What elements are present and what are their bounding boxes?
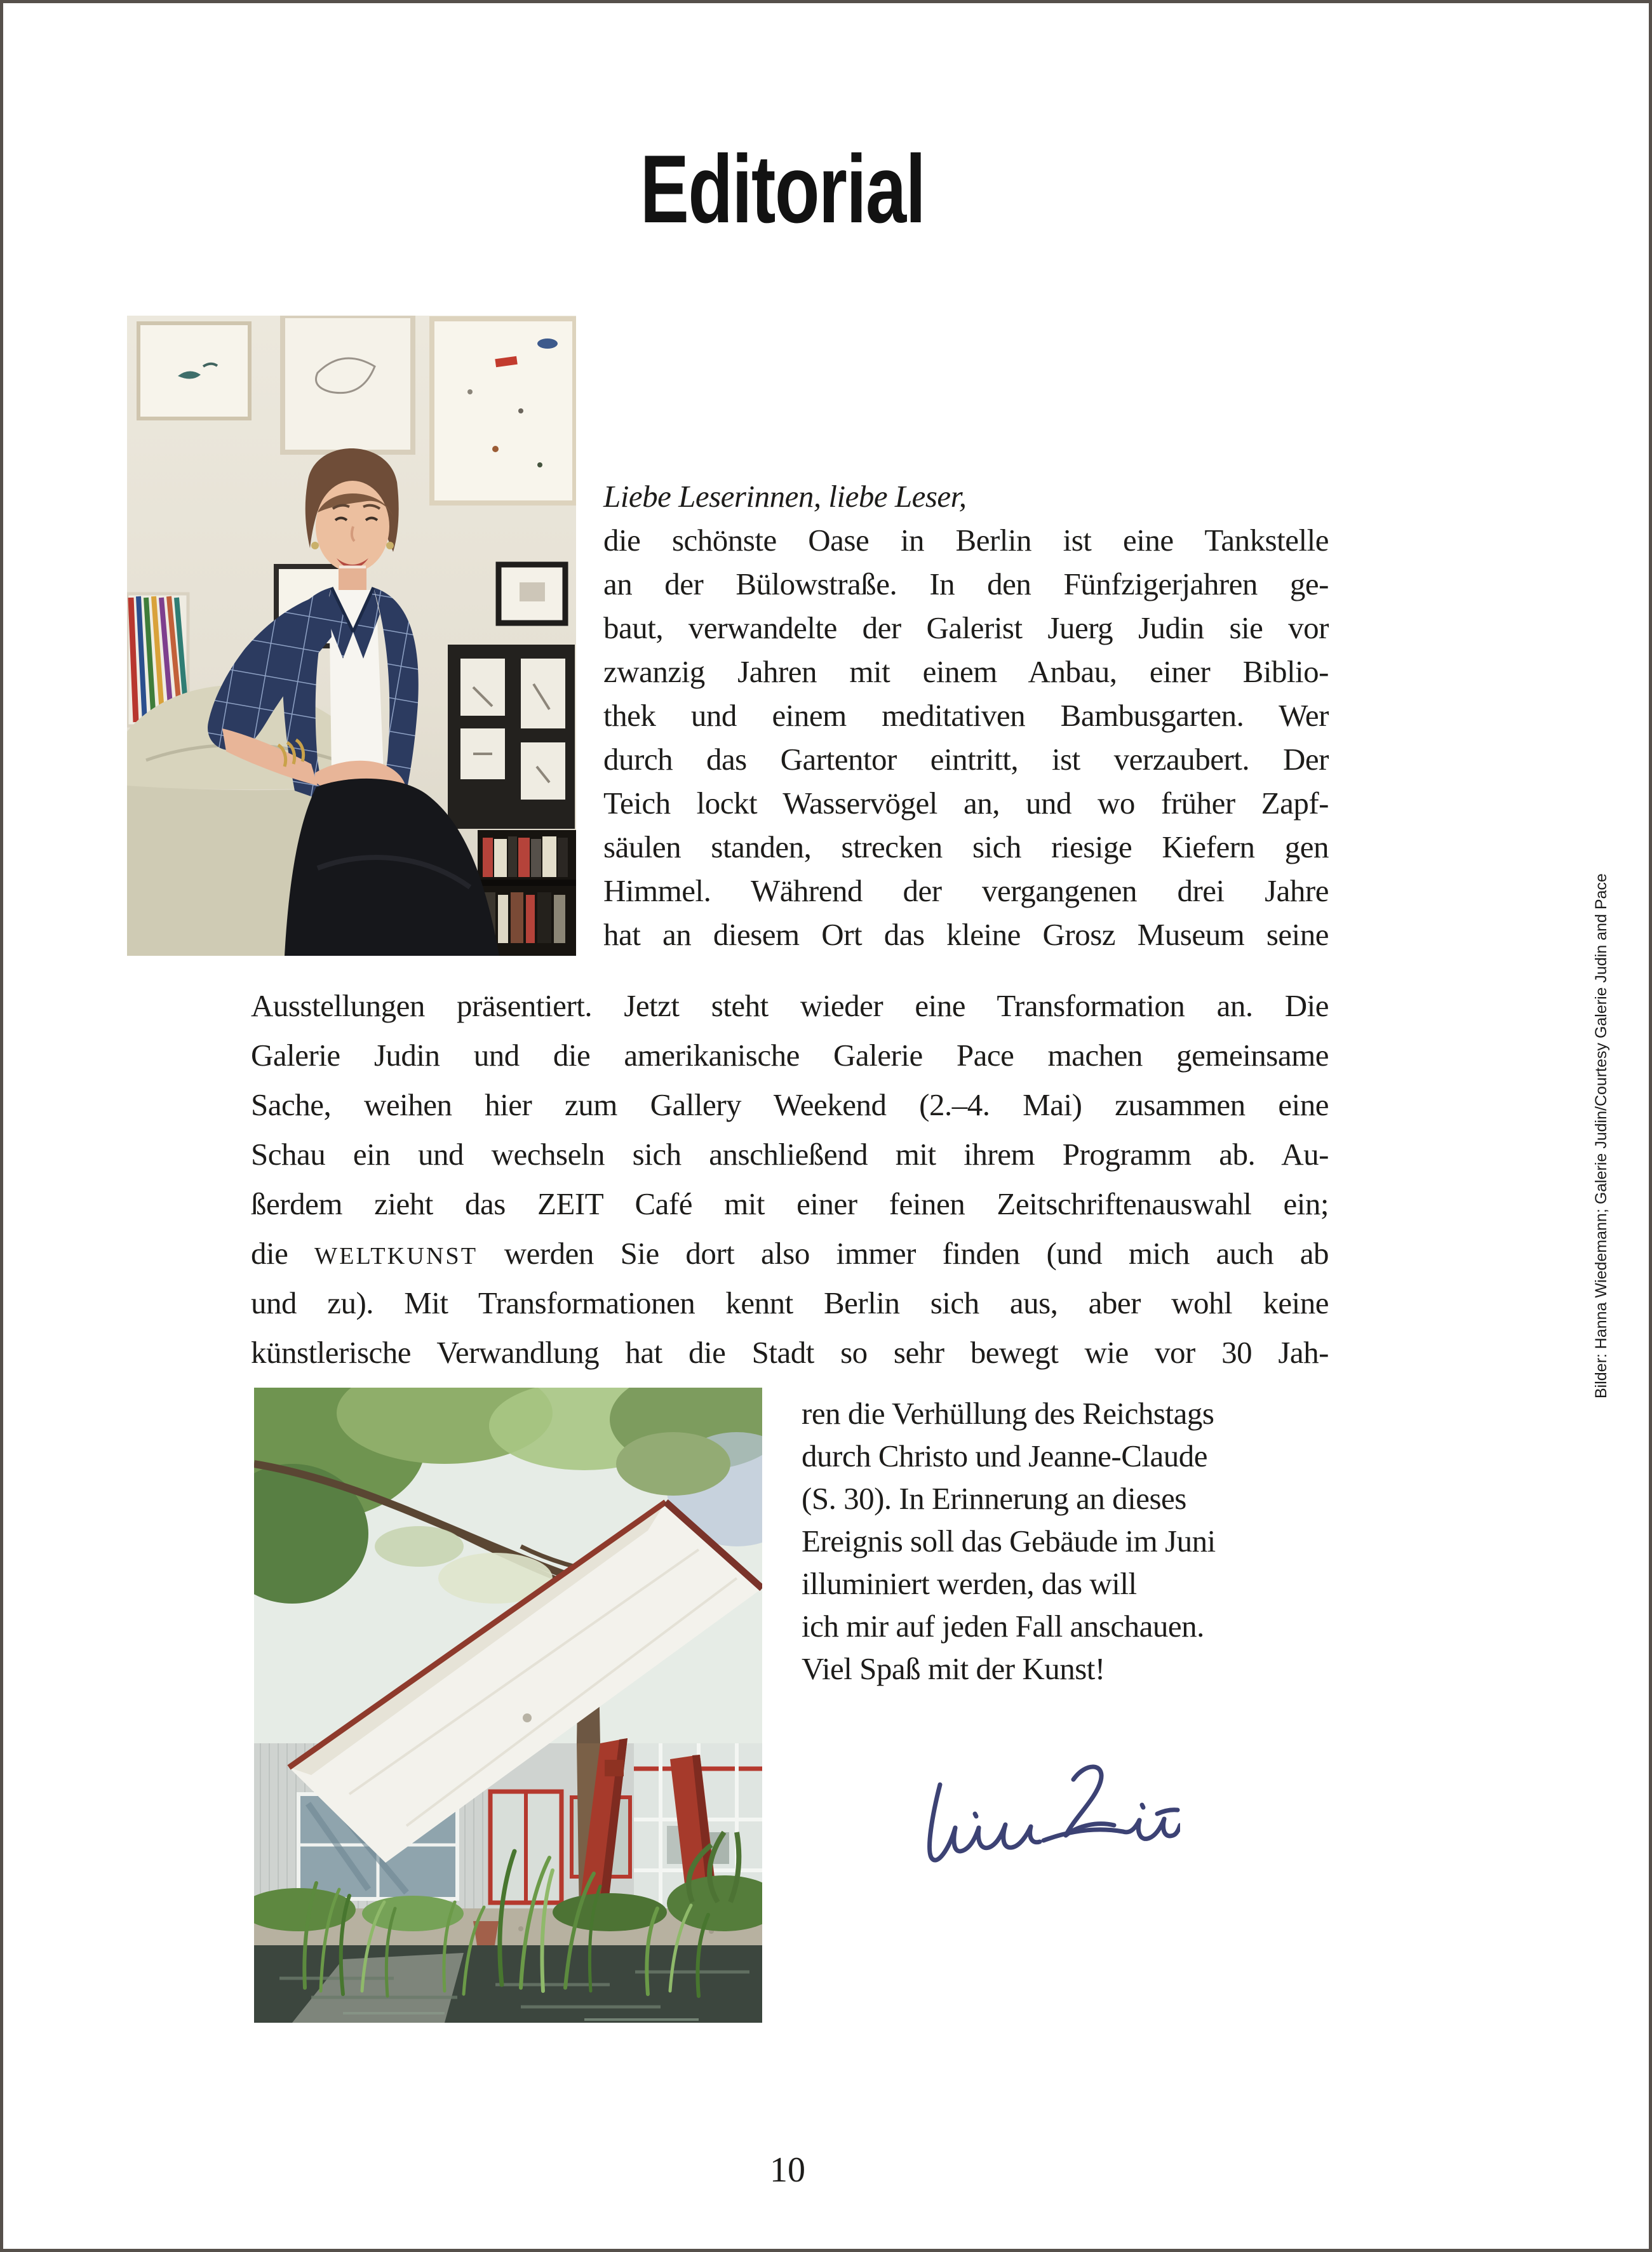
portrait-photo bbox=[127, 316, 576, 956]
letter-line: durch das Gartentor eintritt, ist verzaubert. Der bbox=[603, 742, 1329, 777]
letter-line: thek und einem meditativen Bambusgarten. Wer bbox=[603, 698, 1329, 733]
letter-closing-block bbox=[802, 1392, 1335, 1690]
pond bbox=[254, 1945, 762, 2023]
garden-photo bbox=[254, 1388, 762, 2023]
letter-line: zwanzig Jahren mit einem Anbau, einer Biblio- bbox=[603, 654, 1329, 689]
letter-salutation: Liebe Leserinnen, liebe Leser, bbox=[603, 479, 967, 514]
letter-line: Schau ein und wechseln sich anschließend mit ihrem Programm ab. Au- bbox=[251, 1137, 1329, 1172]
signature-image bbox=[913, 1754, 1180, 1891]
letter-line: ßerdem zieht das ZEIT Café mit einer feinen Zeitschriftenauswahl ein; bbox=[251, 1186, 1329, 1221]
page-title: Editorial bbox=[640, 135, 925, 243]
letter-opening-block bbox=[603, 474, 1329, 956]
letter-line: an der Bülowstraße. In den Fünfzigerjahren ge- bbox=[603, 566, 1329, 601]
letter-line: ren die Verhüllung des Reichstags bbox=[802, 1396, 1214, 1431]
page-header bbox=[0, 135, 1566, 243]
letter-line: Himmel. Während der vergangenen drei Jahre bbox=[603, 873, 1329, 908]
letter-line: Viel Spaß mit der Kunst! bbox=[802, 1651, 1105, 1686]
letter-line: Sache, weihen hier zum Gallery Weekend (2.–4. Mai) zusammen eine bbox=[251, 1087, 1329, 1122]
letter-line: künstlerische Verwandlung hat die Stadt so sehr bewegt wie vor 30 Jah- bbox=[251, 1335, 1329, 1370]
letter-line: Ausstellungen präsentiert. Jetzt steht wieder eine Transformation an. Die bbox=[251, 988, 1329, 1023]
letter-line: baut, verwandelte der Galerist Juerg Judin sie vor bbox=[603, 610, 1329, 645]
letter-line: illuminiert werden, das will bbox=[802, 1566, 1137, 1601]
weltkunst-brand-name: WELTKUNST bbox=[314, 1243, 478, 1270]
letter-full-width-block bbox=[251, 981, 1329, 1377]
letter-line: Ereignis soll das Gebäude im Juni bbox=[802, 1524, 1216, 1558]
letter-line: hat an diesem Ort das kleine Grosz Museum seine bbox=[603, 917, 1329, 952]
letter-line: (S. 30). In Erinnerung an dieses bbox=[802, 1481, 1186, 1516]
letter-line: durch Christo und Jeanne-Claude bbox=[802, 1438, 1208, 1473]
letter-line-weltkunst bbox=[251, 1229, 1329, 1278]
page-number: 10 bbox=[770, 2150, 805, 2190]
letter-line: Teich lockt Wasservögel an, und wo früher Zapf- bbox=[603, 786, 1329, 821]
letter-line: säulen standen, strecken sich riesige Kiefern gen bbox=[603, 829, 1329, 864]
photo-credit: Bilder: Hanna Wiedemann; Galerie Judin/Courtesy Galerie Judin and Pace bbox=[1592, 873, 1610, 1398]
letter-line: und zu). Mit Transformationen kennt Berlin sich aus, aber wohl keine bbox=[251, 1285, 1329, 1320]
letter-text-segment: die bbox=[251, 1236, 315, 1271]
letter-text-segment: werden Sie dort also immer finden (und mich auch ab bbox=[478, 1236, 1329, 1271]
letter-line: Galerie Judin und die amerikanische Galerie Pace machen gemeinsame bbox=[251, 1038, 1329, 1073]
letter-line: ich mir auf jeden Fall anschauen. bbox=[802, 1609, 1204, 1644]
letter-line: die schönste Oase in Berlin ist eine Tankstelle bbox=[603, 523, 1329, 558]
